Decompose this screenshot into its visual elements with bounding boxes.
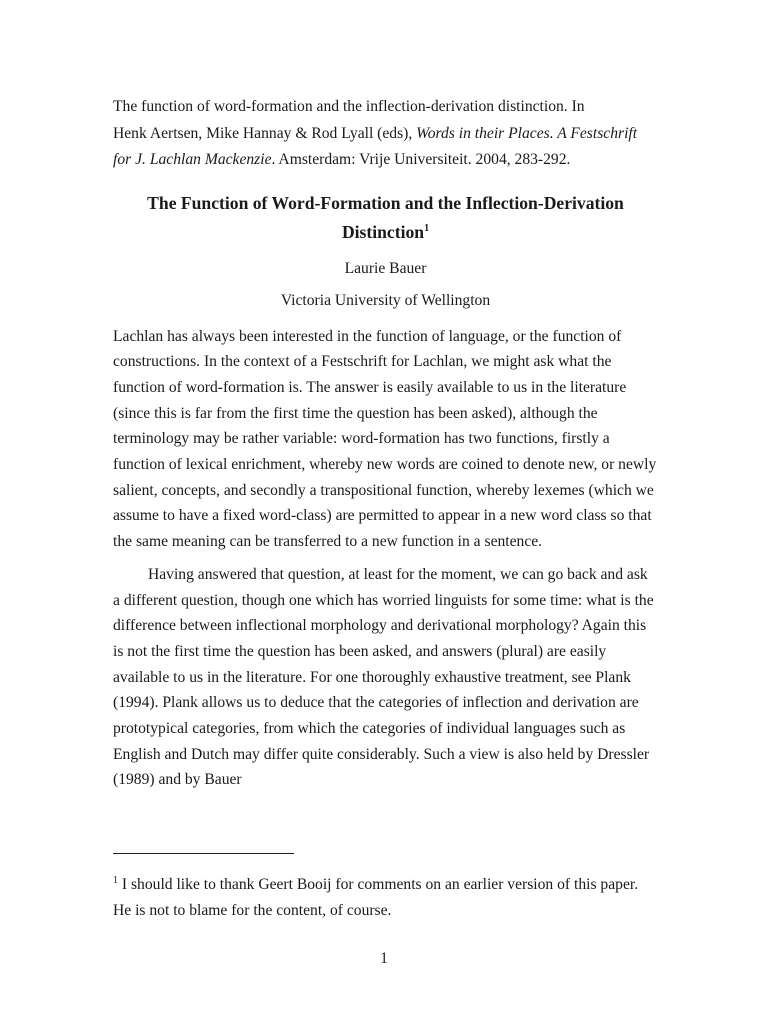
author-name: Laurie Bauer: [344, 259, 427, 277]
footnote-marker: 1: [113, 874, 118, 886]
title-footnote-marker: 1: [424, 222, 430, 234]
author-affiliation: Victoria University of Wellington: [280, 291, 491, 309]
paper-title: [113, 189, 658, 247]
footnote-divider: [113, 853, 294, 854]
citation-book-title: Words in their Places. A Festschrift: [416, 124, 638, 142]
paragraph-2: Having answered that question, at least for the moment, we can go back and ask a different question, though one which has worried linguists for some time: what is the difference between inflectional morphology and derivational morphology? Again this is not the first time the question has been asked, and answers (plural) are easily available to us in the literature. For one thoroughly exhaustive treatment, see Plank (1994). Plank allows us to deduce that the categories of inflection and derivation are prototypical categories, from which the categories of individual languages such as English and Dutch may differ quite considerably. Such a view is also held by Dressler (1989) and by Bauer: [113, 565, 654, 789]
citation-publisher: . Amsterdam: Vrije Universiteit. 2004, 283-292.: [271, 151, 571, 168]
paper-body: [113, 94, 658, 793]
paragraph-1: Lachlan has always been interested in the function of language, or the function of constructions. In the context of a Festschrift for Lachlan, we might ask what the function of word-formation is. The answer is easily available to us in the literature (since this is far from the first time the question has been asked), although the terminology may be rather variable: word-formation has two functions, firstly a function of lexical enrichment, whereby new words are coined to denote new, or newly salient, concepts, and secondly a transpositional function, whereby lexemes (which we assume to have a fixed word-class) are permitted to appear in a new word class so that the same meaning can be transferred to a new function in a sentence.: [113, 327, 657, 551]
footnote: [113, 872, 658, 924]
citation: [113, 94, 658, 174]
page-number: 1: [380, 950, 388, 967]
citation-line-2: Henk Aertsen, Mike Hannay & Rod Lyall (eds),: [113, 124, 417, 142]
paper-title-line-2: Distinction: [341, 221, 425, 242]
citation-line-1: The function of word-formation and the inflection-derivation distinction. In: [113, 98, 585, 115]
paper-title-line-1: The Function of Word-Formation and the Inflection-Derivation: [147, 192, 624, 213]
citation-book-title-cont: for J. Lachlan Mackenzie: [113, 151, 272, 168]
footnote-text: I should like to thank Geert Booij for comments on an earlier version of this paper. He is not to blame for the content, of course.: [113, 876, 639, 919]
